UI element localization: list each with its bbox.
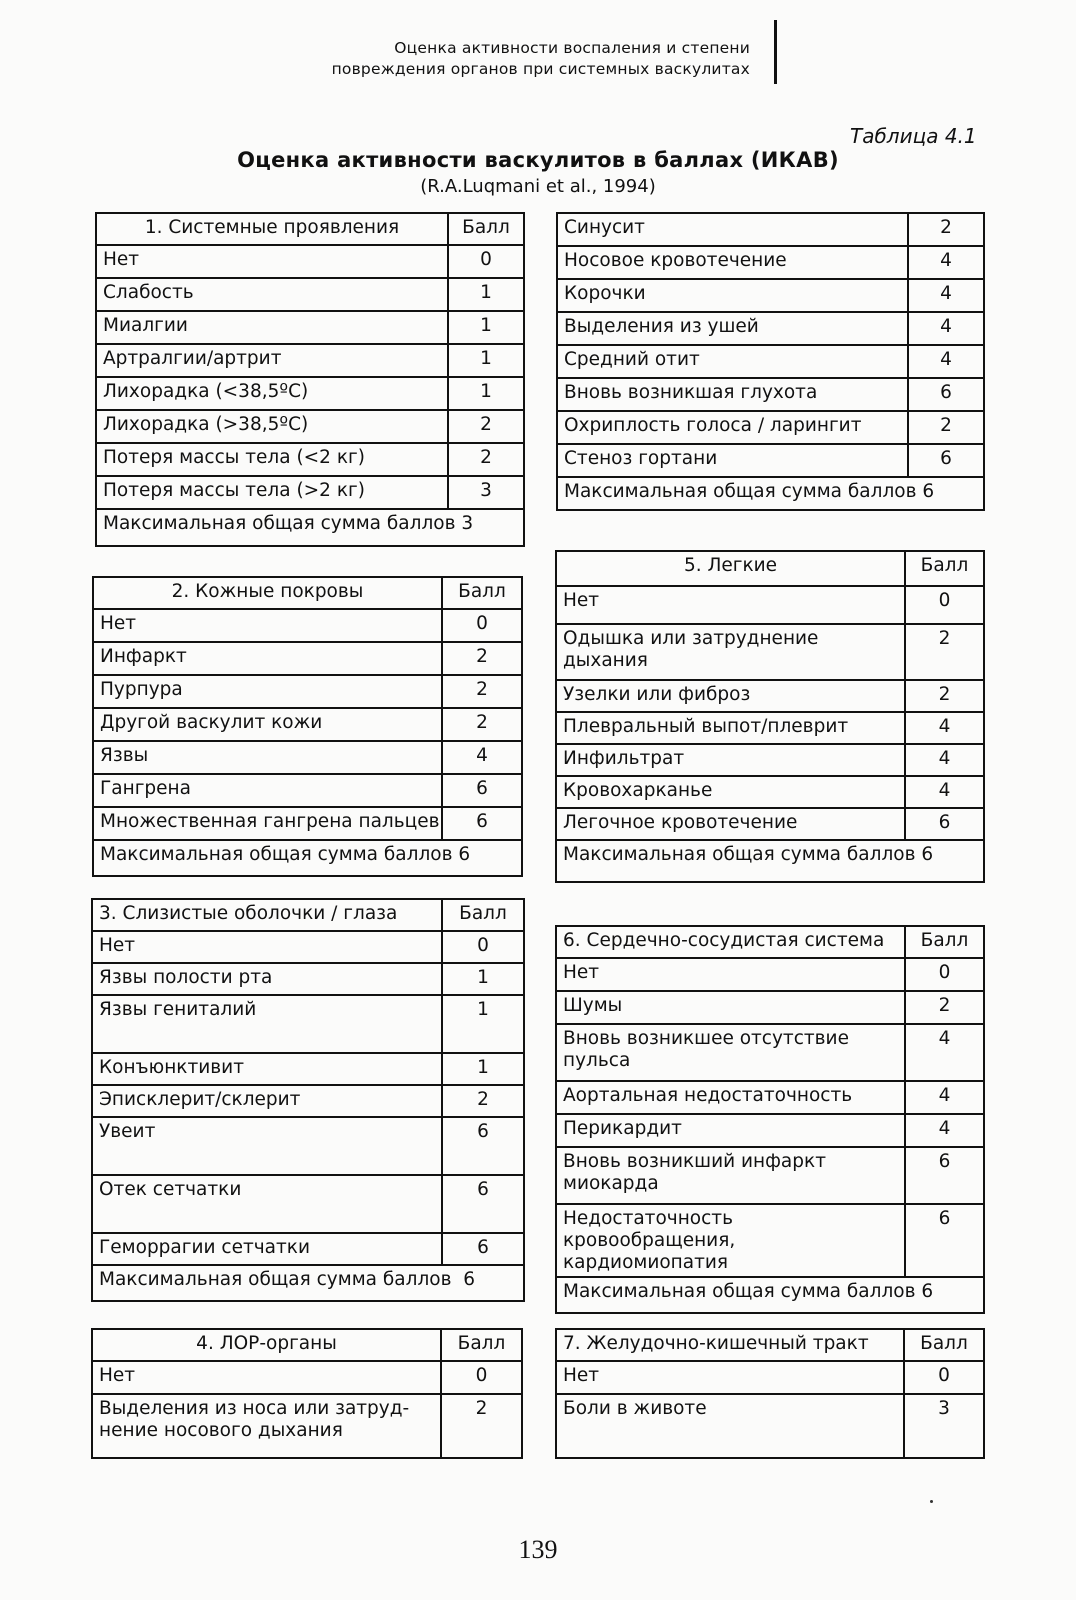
criterion-label: Язвы полости рта	[92, 963, 442, 995]
document-subtitle: (R.A.Luqmani et al., 1994)	[420, 176, 656, 197]
criterion-score: 3	[448, 476, 524, 509]
score-header: Балл	[441, 1329, 522, 1361]
table-row	[96, 377, 524, 410]
criterion-score: 2	[442, 708, 522, 741]
criterion-label: Отек сетчатки	[92, 1175, 442, 1233]
criterion-label: Вновь возникший инфаркт миокарда	[556, 1147, 905, 1204]
criterion-label: Пурпура	[93, 675, 442, 708]
criterion-label: Увеит	[92, 1117, 442, 1175]
criterion-score: 2	[448, 410, 524, 443]
criterion-label: Одышка или затруднение дыхания	[556, 624, 905, 680]
criterion-score: 0	[905, 958, 984, 991]
criterion-score: 4	[908, 246, 984, 279]
table-row	[557, 345, 984, 378]
criterion-label: Потеря массы тела (<2 кг)	[96, 443, 448, 476]
document-title: Оценка активности васкулитов в баллах (ИКАВ)	[237, 148, 839, 172]
score-header: Балл	[905, 926, 984, 958]
criterion-score: 4	[905, 1024, 984, 1081]
criterion-score: 0	[904, 1361, 984, 1394]
header-rule	[774, 20, 777, 84]
table-row	[92, 1053, 524, 1085]
table-row	[556, 1147, 984, 1204]
table-label: Таблица 4.1	[850, 124, 977, 148]
criterion-label: Другой васкулит кожи	[93, 708, 442, 741]
criterion-score: 3	[904, 1394, 984, 1458]
criterion-label: Геморрагии сетчатки	[92, 1233, 442, 1265]
criterion-score: 0	[905, 586, 984, 624]
criterion-label: Миалгии	[96, 311, 448, 344]
criterion-score: 2	[442, 675, 522, 708]
table-row	[557, 444, 984, 477]
criterion-label: Инфильтрат	[556, 744, 905, 776]
table-row	[92, 1085, 524, 1117]
criterion-score: 6	[442, 1175, 524, 1233]
criterion-score: 0	[448, 245, 524, 278]
criterion-label: Легочное кровотечение	[556, 808, 905, 840]
criterion-score: 4	[905, 712, 984, 744]
criterion-score: 4	[905, 1114, 984, 1147]
table-row	[93, 807, 522, 840]
table-row	[96, 476, 524, 509]
criterion-score: 1	[442, 1053, 524, 1085]
score-header: Балл	[448, 213, 524, 245]
criterion-label: Узелки или фиброз	[556, 680, 905, 712]
table-row	[93, 774, 522, 807]
score-header: Балл	[905, 551, 984, 586]
table-row	[92, 1394, 522, 1458]
section-heading: 6. Сердечно-сосудистая система	[556, 926, 905, 958]
table-row	[93, 708, 522, 741]
criterion-score: 4	[442, 741, 522, 774]
table-row	[556, 1394, 984, 1458]
section-total	[92, 1265, 524, 1301]
criterion-label: Артралгии/артрит	[96, 344, 448, 377]
criterion-label: Охриплость голоса / ларингит	[557, 411, 908, 444]
criterion-score: 6	[905, 1204, 984, 1277]
criterion-label: Выделения из ушей	[557, 312, 908, 345]
criterion-label: Слабость	[96, 278, 448, 311]
criterion-label: Язвы	[93, 741, 442, 774]
criterion-score: 4	[908, 345, 984, 378]
section-total-value: 6	[463, 1269, 476, 1290]
section-heading: 3. Слизистые оболочки / глаза	[92, 899, 442, 931]
criterion-label: Нет	[556, 1361, 904, 1394]
table-row	[556, 1024, 984, 1081]
table-row	[93, 675, 522, 708]
criterion-label: Кровохарканье	[556, 776, 905, 808]
criterion-score: 6	[905, 808, 984, 840]
score-header: Балл	[904, 1329, 984, 1361]
section-total: Максимальная общая сумма баллов 6	[556, 1277, 984, 1313]
criterion-label: Нет	[556, 586, 905, 624]
criterion-score: 6	[908, 378, 984, 411]
table-skin	[92, 576, 523, 877]
section-total-label: Максимальная общая сумма баллов	[99, 1269, 452, 1290]
criterion-label: Выделения из носа или затруд- нение носового дыхания	[92, 1394, 441, 1458]
criterion-label: Потеря массы тела (>2 кг)	[96, 476, 448, 509]
criterion-score: 0	[442, 609, 522, 642]
criterion-label: Перикардит	[556, 1114, 905, 1147]
criterion-score: 2	[905, 991, 984, 1024]
criterion-label: Нет	[556, 958, 905, 991]
table-row	[92, 995, 524, 1053]
table-row	[92, 963, 524, 995]
criterion-label: Инфаркт	[93, 642, 442, 675]
table-ent	[91, 1328, 523, 1459]
criterion-label: Множественная гангрена пальцев	[93, 807, 442, 840]
table-row	[93, 741, 522, 774]
table-row	[557, 213, 984, 246]
criterion-score: 6	[442, 1117, 524, 1175]
table-row	[556, 776, 984, 808]
criterion-score: 6	[442, 807, 522, 840]
criterion-score: 4	[908, 312, 984, 345]
criterion-label: Средний отит	[557, 345, 908, 378]
table-row	[557, 246, 984, 279]
criterion-label: Язвы гениталий	[92, 995, 442, 1053]
criterion-label: Лихорадка (>38,5ºС)	[96, 410, 448, 443]
criterion-score: 4	[905, 744, 984, 776]
score-header: Балл	[442, 899, 524, 931]
criterion-score: 2	[442, 1085, 524, 1117]
criterion-score: 2	[441, 1394, 522, 1458]
table-row	[96, 278, 524, 311]
table-row	[96, 443, 524, 476]
criterion-score: 1	[442, 963, 524, 995]
section-total: Максимальная общая сумма баллов 6	[556, 840, 984, 882]
criterion-score: 4	[905, 1081, 984, 1114]
criterion-label: Недостаточность кровообращения, кардиомиопатия	[556, 1204, 905, 1277]
table-row	[92, 1175, 524, 1233]
criterion-label: Синусит	[557, 213, 908, 246]
section-heading: 5. Легкие	[556, 551, 905, 586]
table-row	[557, 378, 984, 411]
table-lungs	[555, 550, 985, 883]
table-row	[556, 1114, 984, 1147]
criterion-score: 6	[908, 444, 984, 477]
score-header: Балл	[442, 577, 522, 609]
table-row	[557, 411, 984, 444]
criterion-label: Носовое кровотечение	[557, 246, 908, 279]
section-heading: 1. Системные проявления	[96, 213, 448, 245]
table-ent-continued	[556, 212, 985, 511]
criterion-label: Нет	[93, 609, 442, 642]
criterion-score: 1	[448, 278, 524, 311]
table-row	[96, 311, 524, 344]
criterion-label: Гангрена	[93, 774, 442, 807]
table-row	[556, 624, 984, 680]
table-row	[96, 344, 524, 377]
table-row	[556, 712, 984, 744]
table-systemic	[95, 212, 525, 547]
criterion-label: Аортальная недостаточность	[556, 1081, 905, 1114]
section-heading: 2. Кожные покровы	[93, 577, 442, 609]
table-row	[557, 279, 984, 312]
table-row	[556, 1204, 984, 1277]
section-total: Максимальная общая сумма баллов 6	[557, 477, 984, 510]
criterion-label: Шумы	[556, 991, 905, 1024]
criterion-score: 6	[905, 1147, 984, 1204]
section-total: Максимальная общая сумма баллов 3	[96, 509, 524, 546]
section-total: Максимальная общая сумма баллов 6	[93, 840, 522, 876]
table-row	[96, 245, 524, 278]
table-row	[96, 410, 524, 443]
table-mucous-eyes	[91, 898, 525, 1302]
criterion-label: Корочки	[557, 279, 908, 312]
criterion-label: Лихорадка (<38,5ºС)	[96, 377, 448, 410]
criterion-score: 2	[905, 680, 984, 712]
section-heading: 7. Желудочно-кишечный тракт	[556, 1329, 904, 1361]
table-row	[92, 1117, 524, 1175]
table-row	[92, 1233, 524, 1265]
criterion-label: Нет	[96, 245, 448, 278]
criterion-score: 4	[908, 279, 984, 312]
criterion-label: Конъюнктивит	[92, 1053, 442, 1085]
section-heading: 4. ЛОР-органы	[92, 1329, 441, 1361]
criterion-score: 0	[442, 931, 524, 963]
table-gastrointestinal	[555, 1328, 985, 1459]
criterion-score: 2	[908, 411, 984, 444]
criterion-score: 2	[442, 642, 522, 675]
criterion-label: Эписклерит/склерит	[92, 1085, 442, 1117]
table-row	[556, 680, 984, 712]
criterion-score: 2	[908, 213, 984, 246]
page-number: 139	[518, 1535, 558, 1564]
table-row	[556, 1081, 984, 1114]
table-row	[92, 931, 524, 963]
criterion-label: Вновь возникшее отсутствие пульса	[556, 1024, 905, 1081]
criterion-label: Вновь возникшая глухота	[557, 378, 908, 411]
running-header-line-2: повреждения органов при системных васкулитах	[331, 60, 750, 78]
table-row	[556, 808, 984, 840]
criterion-score: 1	[448, 377, 524, 410]
criterion-label: Стеноз гортани	[557, 444, 908, 477]
table-row	[93, 642, 522, 675]
table-row	[556, 744, 984, 776]
criterion-score: 1	[448, 311, 524, 344]
table-row	[556, 991, 984, 1024]
running-header-line-1: Оценка активности воспаления и степени	[394, 39, 750, 57]
table-row	[93, 609, 522, 642]
table-row	[556, 958, 984, 991]
criterion-label: Боли в животе	[556, 1394, 904, 1458]
table-row	[556, 586, 984, 624]
print-speck	[930, 1500, 933, 1503]
table-cardiovascular	[555, 925, 985, 1314]
criterion-label: Нет	[92, 1361, 441, 1394]
table-row	[556, 1361, 984, 1394]
table-row	[557, 312, 984, 345]
criterion-score: 6	[442, 1233, 524, 1265]
criterion-score: 0	[441, 1361, 522, 1394]
criterion-label: Плевральный выпот/плеврит	[556, 712, 905, 744]
criterion-score: 2	[905, 624, 984, 680]
criterion-score: 4	[905, 776, 984, 808]
criterion-score: 2	[448, 443, 524, 476]
criterion-score: 1	[448, 344, 524, 377]
criterion-score: 1	[442, 995, 524, 1053]
criterion-score: 6	[442, 774, 522, 807]
running-header	[280, 38, 750, 80]
table-row	[92, 1361, 522, 1394]
criterion-label: Нет	[92, 931, 442, 963]
